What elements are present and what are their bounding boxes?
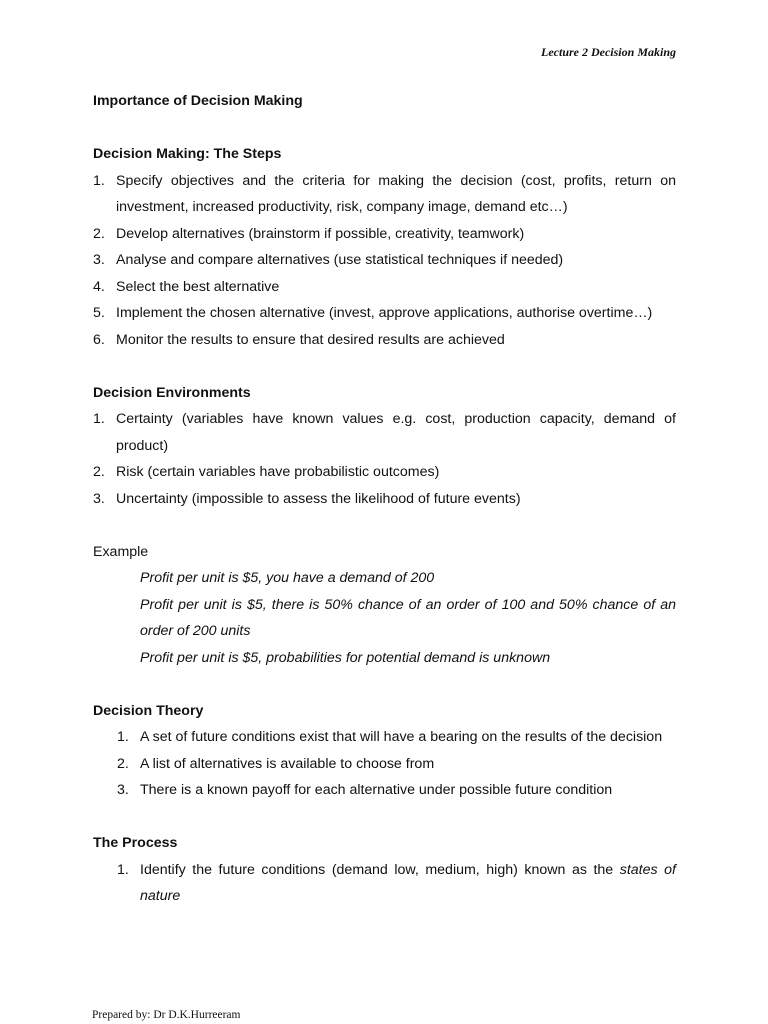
list-item: [117, 751, 676, 778]
emphasis-text: states of nature: [140, 861, 676, 904]
list-number: 5.: [93, 305, 105, 321]
list-item: [93, 168, 676, 221]
list-number: 1.: [93, 411, 105, 427]
list-text: Certainty (variables have known values e.g. cost, production capacity, demand of product): [116, 411, 676, 454]
list-text: Analyse and compare alternatives (use statistical techniques if needed): [116, 252, 564, 268]
example-line: Profit per unit is $5, there is 50% chance of an order of 100 and 50% chance of an order of 200 units: [140, 596, 676, 639]
list-text: Monitor the results to ensure that desired results are achieved: [116, 331, 505, 348]
environments-list: [93, 406, 676, 512]
footer-prepared-by: Prepared by: Dr D.K.Hurreeram: [92, 1009, 241, 1021]
process-list: [93, 857, 676, 910]
list-item: [93, 486, 676, 513]
list-item: [117, 857, 676, 910]
heading-importance: Importance of Decision Making: [93, 93, 303, 109]
list-text: A list of alternatives is available to choose from: [140, 755, 435, 772]
spacer: [93, 115, 676, 142]
list-number: 1.: [93, 172, 105, 189]
list-number: 3.: [117, 782, 129, 798]
list-item: [93, 300, 676, 327]
theory-list: [93, 724, 676, 804]
list-number: 3.: [93, 252, 105, 268]
list-item: [93, 247, 676, 274]
list-text: Select the best alternative: [116, 278, 280, 295]
list-text: Risk (certain variables have probabilistic outcomes): [116, 464, 440, 480]
example-line: Profit per unit is $5, probabilities for potential demand is unknown: [140, 649, 551, 666]
list-item: [93, 327, 676, 354]
list-number: 3.: [93, 490, 105, 507]
list-text: There is a known payoff for each alternative under possible future condition: [140, 782, 613, 798]
list-number: 2.: [93, 464, 105, 480]
spacer: [93, 671, 676, 698]
list-item: [93, 459, 676, 486]
list-number: 1.: [117, 729, 129, 745]
list-text: Implement the chosen alternative (invest, approve applications, authorise overtime…): [116, 305, 653, 321]
list-number: 6.: [93, 331, 105, 348]
heading-theory: Decision Theory: [93, 702, 204, 719]
list-item: [93, 406, 676, 459]
list-text: Specify objectives and the criteria for making the decision (cost, profits, return on investment, increased productivity, risk, company image, demand etc…): [116, 172, 676, 215]
spacer: [93, 804, 676, 831]
spacer: [93, 353, 676, 380]
lecture-header: Lecture 2 Decision Making: [541, 45, 676, 59]
list-number: 4.: [93, 278, 105, 295]
heading-steps: Decision Making: The Steps: [93, 146, 282, 162]
list-item: [117, 724, 676, 751]
spacer: [93, 512, 676, 539]
list-item: [93, 221, 676, 248]
list-text: A set of future conditions exist that will have a bearing on the results of the decision: [140, 729, 663, 745]
heading-environments: Decision Environments: [93, 384, 251, 401]
steps-list: [93, 168, 676, 354]
example-label: Example: [93, 543, 149, 560]
list-number: 2.: [93, 225, 105, 242]
list-item: [117, 777, 676, 804]
list-number: 2.: [117, 755, 129, 772]
example-line: Profit per unit is $5, you have a demand of 200: [140, 570, 435, 586]
heading-process: The Process: [93, 835, 178, 851]
list-number: 1.: [117, 861, 129, 878]
list-text: Identify the future conditions (demand low, medium, high) known as the: [140, 861, 620, 878]
list-text: Uncertainty (impossible to assess the likelihood of future events): [116, 490, 521, 507]
list-item: [93, 274, 676, 301]
list-text: Develop alternatives (brainstorm if possible, creativity, teamwork): [116, 225, 525, 242]
document-body: [93, 88, 676, 910]
